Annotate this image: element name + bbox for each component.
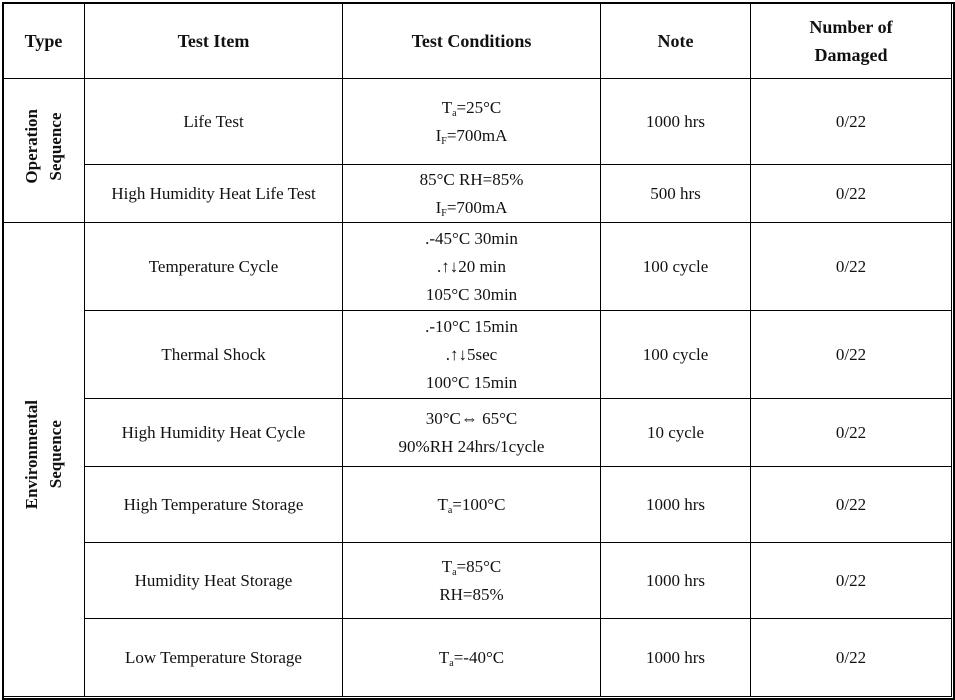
test-conditions bbox=[343, 619, 601, 697]
condition-line: 90%RH 24hrs/1cycle bbox=[398, 436, 545, 456]
test-item: High Temperature Storage bbox=[85, 467, 343, 543]
number-damaged: 0/22 bbox=[751, 619, 952, 697]
number-damaged: 0/22 bbox=[751, 311, 952, 399]
group-operation-line2: Sequence bbox=[45, 112, 65, 180]
number-damaged: 0/22 bbox=[751, 223, 952, 311]
condition-line: .-45°C 30min bbox=[425, 228, 518, 248]
test-conditions bbox=[343, 165, 601, 223]
header-row bbox=[3, 3, 952, 79]
test-item: Life Test bbox=[85, 79, 343, 165]
note: 100 cycle bbox=[601, 223, 751, 311]
note: 100 cycle bbox=[601, 311, 751, 399]
test-conditions bbox=[343, 399, 601, 467]
header-damaged-line1: Number of bbox=[809, 16, 893, 37]
note: 10 cycle bbox=[601, 399, 751, 467]
test-conditions bbox=[343, 311, 601, 399]
table-row bbox=[3, 619, 952, 697]
condition-line: $T_a=100^\circ C$ bbox=[437, 494, 506, 516]
number-damaged: 0/22 bbox=[751, 543, 952, 619]
test-item: Temperature Cycle bbox=[85, 223, 343, 311]
condition-line: .↑↓20 min bbox=[437, 256, 506, 276]
table-row bbox=[3, 543, 952, 619]
condition-line: $T_a=-40^\circ C$ bbox=[438, 647, 505, 669]
condition-line: 85°C RH=85% bbox=[419, 169, 524, 189]
note: 500 hrs bbox=[601, 165, 751, 223]
condition-line: 100°C 15min bbox=[425, 372, 518, 392]
header-test-item: Test Item bbox=[85, 3, 343, 79]
header-type: Type bbox=[3, 3, 85, 79]
group-environmental-label bbox=[20, 400, 68, 509]
number-damaged: 0/22 bbox=[751, 399, 952, 467]
condition-line: 105°C 30min bbox=[425, 284, 518, 304]
test-item: Low Temperature Storage bbox=[85, 619, 343, 697]
condition-line: $I_F=700mA$ bbox=[435, 197, 508, 219]
header-number-damaged bbox=[751, 3, 952, 79]
note: 1000 hrs bbox=[601, 543, 751, 619]
condition-line: .-10°C 15min bbox=[425, 316, 518, 336]
condition-line: $T_a=25^\circ C$ bbox=[441, 97, 502, 119]
number-damaged: 0/22 bbox=[751, 467, 952, 543]
test-item: High Humidity Heat Life Test bbox=[85, 165, 343, 223]
note: 1000 hrs bbox=[601, 79, 751, 165]
header-damaged-line2: Damaged bbox=[814, 44, 888, 65]
header-test-conditions: Test Conditions bbox=[343, 3, 601, 79]
table-row bbox=[3, 467, 952, 543]
group-operation-sequence bbox=[3, 79, 85, 223]
condition-line: $T_a=85^\circ C$ bbox=[441, 556, 502, 578]
test-conditions bbox=[343, 223, 601, 311]
condition-line: $I_F=700mA$ bbox=[435, 125, 508, 147]
reliability-test-table bbox=[2, 2, 952, 697]
number-damaged: 0/22 bbox=[751, 165, 952, 223]
note: 1000 hrs bbox=[601, 619, 751, 697]
test-item: Thermal Shock bbox=[85, 311, 343, 399]
test-conditions bbox=[343, 543, 601, 619]
note: 1000 hrs bbox=[601, 467, 751, 543]
group-operation-line1: Operation bbox=[21, 108, 41, 184]
table-row bbox=[3, 223, 952, 311]
table-row bbox=[3, 399, 952, 467]
group-environmental-line2: Sequence bbox=[45, 421, 65, 489]
table-row bbox=[3, 165, 952, 223]
group-environmental-sequence bbox=[3, 223, 85, 697]
group-operation-label bbox=[20, 109, 68, 184]
condition-line: 30°C⇔ 65°C bbox=[425, 408, 518, 428]
condition-line: RH=85% bbox=[439, 584, 504, 604]
test-conditions bbox=[343, 467, 601, 543]
header-note: Note bbox=[601, 3, 751, 79]
test-item: High Humidity Heat Cycle bbox=[85, 399, 343, 467]
condition-line: .↑↓5sec bbox=[445, 344, 498, 364]
number-damaged: 0/22 bbox=[751, 79, 952, 165]
group-environmental-line1: Environmental bbox=[21, 400, 41, 510]
table-row bbox=[3, 311, 952, 399]
table-row bbox=[3, 79, 952, 165]
test-conditions bbox=[343, 79, 601, 165]
test-item: Humidity Heat Storage bbox=[85, 543, 343, 619]
